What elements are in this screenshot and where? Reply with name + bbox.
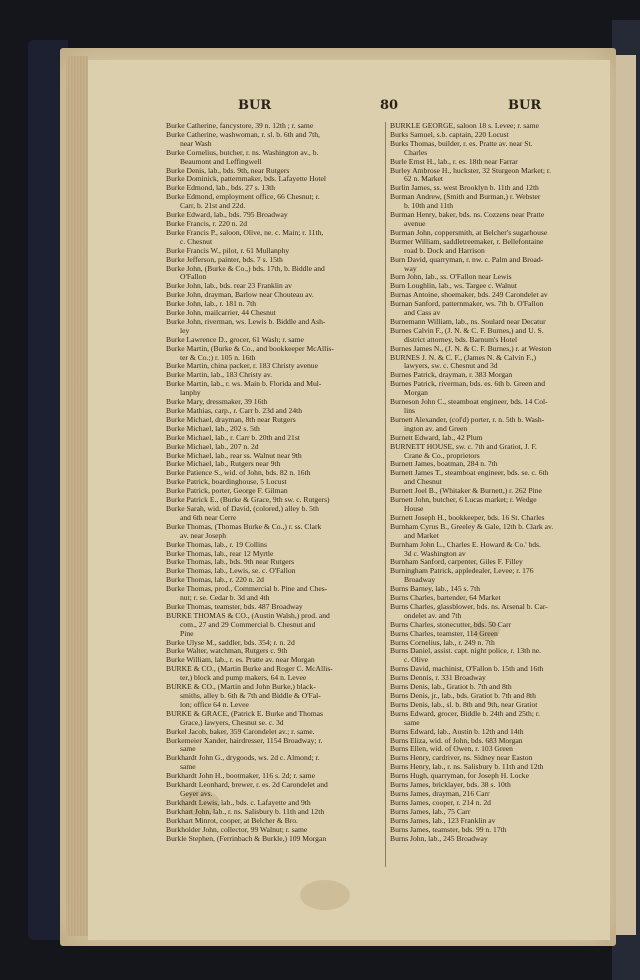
directory-entry-line: Burnett Edward, lab., 42 Plum <box>390 433 483 442</box>
directory-entry-line: lanphy <box>180 389 201 398</box>
directory-entry-line: Burks Samuel, s.b. captain, 220 Locust <box>390 130 509 139</box>
directory-entry-line: Burke Sarah, wid. of David, (colored,) alley b. 5th <box>166 504 319 513</box>
directory-entry-line: Burns Charles, stonecutter, bds. 50 Carr <box>390 620 512 629</box>
directory-entry-line: Burke Mathias, carp., r. Carr b. 23d and 24th <box>166 407 303 415</box>
directory-entry-line: Burnham Cyrus B., Greeley & Gale, 12th b. Clark av. <box>390 522 554 531</box>
directory-entry-line: Burns Cornelius, lab., r. 249 n. 7th <box>390 638 495 647</box>
directory-entry-line: Burke Thomas, lab., Lewis, se. c. O'Fallon <box>166 567 296 576</box>
directory-entry-line: c. Chesnut <box>180 237 213 246</box>
directory-entry-line: Burke Thomas, teamster, bds. 487 Broadway <box>166 602 303 611</box>
directory-entry-line: Burns James, lab., 123 Franklin av <box>390 816 496 825</box>
directory-entry-line: nut; r. se. Cedar b. 3d and 4th <box>180 594 270 603</box>
directory-entry-line: Burke Patrick, boardinghouse, 5 Locust <box>166 478 287 487</box>
directory-entry-line: c. Olive <box>404 656 429 665</box>
directory-entry-line: Burnham John L., Charles E. Howard & Co.' bds. <box>390 540 541 549</box>
directory-entry-line: Burkle Stephen, (Ferrinbach & Burkle,) 109 Morgan <box>166 834 327 843</box>
directory-entry-line: Burns Edward, grocer, Biddle b. 24th and 25th; r. <box>390 709 540 718</box>
directory-entry-line: b. 10th and 11th <box>404 202 454 211</box>
directory-entry-line: Burningham Patrick, appledealer, Levee; r. 176 <box>390 567 534 576</box>
directory-entry-line: Burnemann William, lab., ns. Soulard near Decatur <box>390 317 546 326</box>
directory-entry-line: and Cass av <box>404 309 441 318</box>
directory-entry-line: Burman Andrew, (Smith and Burman,) r. Webster <box>390 193 541 202</box>
directory-entry-line: Burke Patience S., wid. of John, bds. 82 n. 16th <box>166 469 311 478</box>
directory-entry-line: Burke Mary, dressmaker, 39 16th <box>166 398 268 407</box>
directory-entry-line: Burke John, (Burke & Co.,) bds. 17th, b. Biddle and <box>166 264 325 273</box>
directory-entry-line: Burks Thomas, builder, r. es. Pratte av. near St. <box>390 139 533 148</box>
directory-entry-line: Burnett Joseph H., bookkeeper, bds. 16 St. Charles <box>390 513 545 522</box>
directory-entry-line: Burke Thomas, lab., r. 19 Collins <box>166 540 267 549</box>
directory-entry-line: Burns James, drayman, 216 Carr <box>390 789 490 798</box>
directory-entry-line: Broadway <box>404 576 436 585</box>
directory-entry-line: lon; office 64 n. Levee <box>180 700 249 709</box>
right-column <box>390 122 626 843</box>
directory-entry-line: Burke Dominick, patternmaker, bds. Lafayette Hotel <box>166 175 326 184</box>
directory-entry-line: Burns Denis, lab., Gratiot b. 7th and 8th <box>390 683 512 692</box>
directory-entry-line: same <box>404 718 420 727</box>
directory-entry-line: Burke Jefferson, painter, bds. 7 s. 15th <box>166 255 283 264</box>
directory-entry-line: Burkhardt Lewis, lab., bds. c. Lafayette and 9th <box>166 798 311 807</box>
directory-entry-line: Burke Thomas, lab., rear 12 Myrtle <box>166 549 274 558</box>
directory-entry-line: Burns Barney, lab., 145 s. 7th <box>390 585 480 594</box>
directory-entry-line: Burns Henry, lab., r. ns. Salisbury b. 11th and 12th <box>390 763 544 772</box>
directory-entry-line: BURKE & GRACE, (Patrick E. Burke and Thomas <box>166 709 323 718</box>
directory-entry-line: way <box>404 264 417 273</box>
directory-entry-line: Burns Edward, lab., Austin b. 12th and 14th <box>390 727 524 736</box>
directory-entry-line: ington av. and Green <box>404 424 468 433</box>
directory-entry-line: BURKLE GEORGE, saloon 18 s. Levee; r. same <box>390 122 539 130</box>
directory-entry-line: Burn Loughlin, lab., ws. Targee c. Walnut <box>390 282 517 291</box>
directory-entry-line: Carr, b. 21st and 22d. <box>180 202 246 211</box>
left-column <box>166 122 402 843</box>
directory-entry-line: near Wash <box>180 139 212 148</box>
directory-entry-line: Burneson John C., steamboat engineer, bds. 14 Col- <box>390 398 548 407</box>
directory-entry-line: Burke William, lab., r. es. Pratte av. near Morgan <box>166 656 315 665</box>
directory-entry-line: Burke Michael, lab., Rutgers near 9th <box>166 460 281 469</box>
directory-entry-line: road b. Dock and Harrison <box>404 246 485 255</box>
directory-entry-line: Burns Hugh, quarryman, for Joseph H. Locke <box>390 772 529 781</box>
directory-entry-line: Beaumont and Leffingwell <box>180 157 262 166</box>
directory-entry-line: ondelet av. and 7th <box>404 611 462 620</box>
directory-entry-line: Burns Eliza, wid. of John, bds. 683 Morgan <box>390 736 523 745</box>
directory-entry-line: Burns Daniel, assist. capt. night police, r. 13th ne. <box>390 647 542 656</box>
directory-entry-line: Charles <box>404 148 428 157</box>
page-number: 80 <box>380 98 399 113</box>
directory-entry-line: BURNES J. N. & C. F., (James N. & Calvin F.,) <box>390 353 537 362</box>
directory-entry-line: Burkemeier Xander, hairdresser, 1154 Broadway; r. <box>166 736 323 745</box>
directory-entry-line: Grace,) lawyers, Chesnut se. c. 3d <box>180 718 284 727</box>
directory-entry-line: Burkhardt John G., drygoods, ws. 2d c. Almond; r. <box>166 754 320 763</box>
directory-entry-line: Burkhart Minrot, cooper, at Belcher & Bro. <box>166 816 298 825</box>
directory-entry-line: Burke Thomas, lab., bds. 9th near Rutgers <box>166 558 295 567</box>
directory-entry-line: Burns Denis, lab., sl. b. 8th and 9th, near Gratiot <box>390 700 538 709</box>
page-stack-edge <box>66 56 88 936</box>
directory-entry-line: Burnes Patrick, drayman, r. 383 Morgan <box>390 371 513 380</box>
directory-entry-line: and Chesnut <box>404 478 442 487</box>
directory-entry-line: Burns James, cooper, r. 214 n. 2d <box>390 798 491 807</box>
directory-entry-line: BURKE THOMAS & CO., (Austin Walsh,) prod. and <box>166 611 330 620</box>
directory-entry-line: Burns Ellen, wid. of Owen, r. 103 Green <box>390 745 513 754</box>
directory-entry-line: Burke John, riverman, ws. Lewis b. Biddle and Ash- <box>166 317 326 326</box>
directory-entry-line: Burnas Antoine, shoemaker, bds. 249 Carondelet av <box>390 291 548 300</box>
directory-entry-line: Burke Michael, lab., 202 s. 5th <box>166 424 260 433</box>
directory-entry-line: avenue <box>404 219 426 228</box>
directory-entry-line: Burkhardt Leonhard, brewer, r. es. 2d Carondelet and <box>166 781 328 790</box>
directory-entry-line: Burke Martin, (Burke & Co., and bookkeeper McAllis- <box>166 344 334 353</box>
directory-entry-line: Burman Henry, baker, bds. ns. Cozzens near Pratte <box>390 211 545 220</box>
directory-entry-line: Burke Patrick E., (Burke & Grace, 9th sw. c. Rutgers) <box>166 496 330 505</box>
directory-entry-line: Burns James, bricklayer, bds. 38 s. 10th <box>390 781 511 790</box>
directory-entry-line: Burns Charles, glassblower, bds. ns. Arsenal b. Car- <box>390 602 548 611</box>
directory-entry-line: Burnett James T., steamboat engineer, bds. se. c. 6th <box>390 469 549 478</box>
directory-entry-line: Burke Michael, lab., r. Carr b. 20th and 21st <box>166 433 300 442</box>
directory-entry-line: Burnett James, boatman, 284 n. 7th <box>390 460 498 469</box>
directory-entry-line: House <box>404 504 424 513</box>
directory-entry-line: Burke Thomas, (Thomas Burke & Co.,) r. ss. Clark <box>166 522 322 531</box>
directory-entry-line: Burns Dennis, r. 331 Broadway <box>390 674 486 683</box>
directory-entry-line: ter,) block and pump makers, 64 n. Levee <box>180 674 307 683</box>
directory-entry-line: Burke Catherine, fancystore, 39 n. 12th ; r. same <box>166 122 314 130</box>
directory-entry-line: Burke Edmond, employment office, 66 Chesnut; r. <box>166 193 320 202</box>
directory-entry-line: Geyer avs. <box>180 789 213 798</box>
directory-entry-line: Burns John, lab., 245 Broadway <box>390 834 488 843</box>
directory-entry-line: Burnes Calvin F., (J. N. & C. F. Burnes,) and U. S. <box>390 326 544 335</box>
directory-entry-line: Burle Ernst H., lab., r. es. 18th near Farrar <box>390 157 518 166</box>
directory-entry-line: Burnett John, butcher, 6 Lucas market; r. Wedge <box>390 496 537 505</box>
directory-entry-line: Burke Ulyse M., saddler, bds. 354; r. n. 2d <box>166 638 295 647</box>
directory-entry-line: Burnan Sanford, patternmaker, ws. 7th b. O'Fallon <box>390 300 544 309</box>
paper-stain <box>300 880 350 910</box>
directory-entry-line: Burkholder John, collector, 99 Walnut; r. same <box>166 825 308 834</box>
directory-entry-line: Burns Charles, teamster, 114 Green <box>390 629 498 638</box>
directory-entry-line: Burke Martin, lab., r. ws. Main b. Florida and Mul- <box>166 380 322 389</box>
directory-entry-line: same <box>180 763 196 772</box>
directory-entry-line: av. near Joseph <box>180 531 227 540</box>
directory-entry-line: Burns Henry, cardriver, ns. Sidney near Easton <box>390 754 533 763</box>
directory-entry-line: Burkel Jacob, baker, 359 Carondelet av.; r. same. <box>166 727 315 736</box>
directory-entry-line: Burke Thomas, lab., r. 220 n. 2d <box>166 576 264 585</box>
directory-entry-line: smiths, alley b. 6th & 7th and Biddle & O'Fal- <box>180 692 321 700</box>
directory-entry-line: Burke John, lab., r. 181 n. 7th <box>166 300 257 309</box>
directory-entry-line: Burn David, quarryman, r. nw. c. Palm and Broad- <box>390 255 544 264</box>
directory-entry-line: 3d c. Washington av <box>404 549 466 558</box>
directory-entry-line: Burn John, lab., ss. O'Fallon near Lewis <box>390 273 512 282</box>
directory-entry-line: 62 n. Market <box>404 175 444 184</box>
directory-entry-line: Burke Edmond, lab., bds. 27 s. 13th <box>166 184 276 193</box>
directory-entry-line: Burnes Patrick, riverman, bds. es. 6th b. Green and <box>390 380 546 389</box>
directory-entry-line: Burnes James N., (J. N. & C. F. Burnes,) r. at Weston <box>390 344 552 353</box>
directory-entry-line: Burns Charles, bartender, 64 Market <box>390 594 501 603</box>
directory-entry-line: district attorney, bds. Barnum's Hotel <box>404 335 518 344</box>
directory-entry-line: Burns James, lab., 75 Carr <box>390 807 471 816</box>
directory-entry-line: BURNETT HOUSE, sw. c. 7th and Gratiot, J. F. <box>390 442 537 451</box>
directory-entry-line: Burke Michael, drayman, 8th near Rutgers <box>166 415 296 424</box>
directory-entry-line: BURKE & CO., (Martin Burke and Roger C. McAllis- <box>166 665 333 674</box>
directory-entry-line: Burkhart John, lab., r. ns. Salisbury b. 11th and 12th <box>166 807 325 816</box>
directory-entry-line: lins <box>404 407 415 415</box>
directory-entry-line: Burley Ambrose H., huckster, 32 Sturgeon Market; r. <box>390 166 551 175</box>
directory-entry-line: Burke Francis, r. 220 n. 2d <box>166 219 247 228</box>
directory-entry-line: Burke Walter, watchman, Rutgers c. 9th <box>166 647 288 656</box>
directory-entry-line: ter & Co.;) r. 105 n. 16th <box>180 353 256 362</box>
directory-entry-line: Burke Michael, lab., rear ss. Walnut near 9th <box>166 451 302 460</box>
directory-entry-line: same <box>180 745 196 754</box>
directory-entry-line: Burke John, drayman, Barlow near Chouteau av. <box>166 291 314 300</box>
directory-entry-line: O'Fallon <box>180 273 207 282</box>
directory-entry-line: com., 27 and 29 Commercial b. Chesnut and <box>180 620 316 629</box>
directory-entry-line: Burns David, machinist, O'Fallon b. 15th and 16th <box>390 665 544 674</box>
directory-entry-line: Burke Edward, lab., bds. 795 Broadway <box>166 211 288 220</box>
directory-entry-line: Burke Patrick, porter, George F. Gilman <box>166 487 288 496</box>
directory-entry-line: Burke Denis, lab., bds. 9th, near Rutgers <box>166 166 290 175</box>
directory-entry-line: Burke Francis P., saloon, Olive, ne. c. Main; r. 11th, <box>166 228 324 237</box>
directory-entry-line: Burns James, teamster, bds. 99 n. 17th <box>390 825 507 834</box>
directory-entry-line: Burnett Alexander, (col'd) porter, r. n. 5th b. Wash- <box>390 415 545 424</box>
directory-entry-line: Burke John, lab., bds. rear 23 Franklin av <box>166 282 292 291</box>
page-header <box>150 98 610 120</box>
directory-entry-line: Burmer William, saddletreemaker, r. Bellefontaine <box>390 237 544 246</box>
directory-entry-line: Burman John, coppersmith, at Belcher's sugarhouse <box>390 228 548 237</box>
directory-entry-line: Crane & Co., proprietors <box>404 451 480 460</box>
header-right-word: BUR <box>508 98 542 113</box>
directory-entry-line: Burlin James, ss. west Brooklyn b. 11th and 12th <box>390 184 539 193</box>
directory-entry-line: Burke Martin, china packer, r. 183 Christy avenue <box>166 362 318 371</box>
directory-entry-line: BURKE & CO., (Martin and John Burke,) black- <box>166 683 316 692</box>
directory-entry-line: Burke Martin, lab., 183 Christy av. <box>166 371 273 380</box>
directory-entry-line: and 6th near Cerre <box>180 513 237 522</box>
directory-entry-line: and Market <box>404 531 439 540</box>
directory-entry-line: Burke Cornelius, butcher, r. ns. Washington av., b. <box>166 148 319 157</box>
directory-entry-line: Morgan <box>404 389 428 398</box>
directory-entry-line: Burnham Sanford, carpenter, Giles F. Filley <box>390 558 523 567</box>
directory-entry-line: Pine <box>180 629 194 638</box>
directory-entry-line: Burke John, mailcarrier, 44 Chesnut <box>166 309 276 318</box>
directory-entry-line: Burke Thomas, prod., Commercial b. Pine and Ches- <box>166 585 328 594</box>
directory-entry-line: Burkhardt John H., bootmaker, 116 s. 2d; r. same <box>166 772 315 781</box>
directory-entry-line: Burke Francis W., pilot, r. 61 Mullanphy <box>166 246 290 255</box>
directory-entry-line: ley <box>180 326 190 335</box>
directory-entry-line: lawyers, sw. c. Chesnut and 3d <box>404 362 498 371</box>
directory-entry-line: Burnett Joel B., (Whitaker & Burnett,) r. 262 Pine <box>390 487 542 496</box>
directory-entry-line: Burke Lawrence D., grocer, 61 Wash; r. same <box>166 335 304 344</box>
header-left-word: BUR <box>238 98 272 113</box>
directory-entry-line: Burns Denis, jr., lab., bds. Gratiot b. 7th and 8th <box>390 692 536 700</box>
directory-entry-line: Burke Catherine, washwoman, r. sl. b. 6th and 7th, <box>166 130 320 139</box>
directory-entry-line: Burke Michael, lab., 207 n. 2d <box>166 442 259 451</box>
